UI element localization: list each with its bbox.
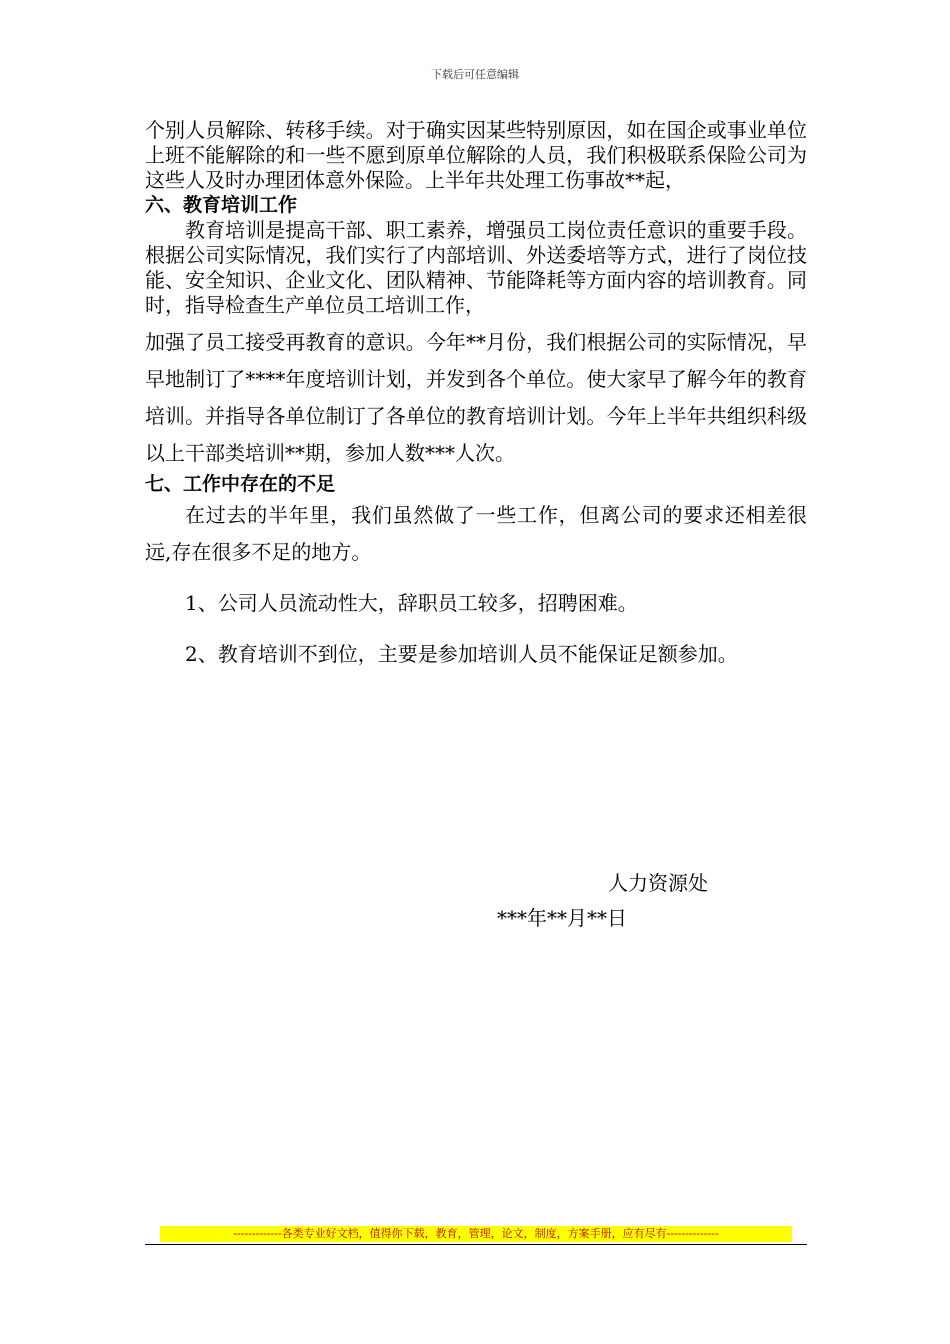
- signature-department: 人力资源处: [608, 871, 708, 895]
- section-heading-shortcomings: 七、工作中存在的不足: [145, 473, 336, 495]
- signature-date: ***年**月**日: [497, 906, 627, 930]
- paragraph-training-overview: 教育培训是提高干部、职工素养，增强员工岗位责任意识的重要手段。根据公司实际情况，我们实行了内部培训、外送委培等方式，进行了岗位技能、安全知识、企业文化、团队精神、节能降耗等方面内容的培训教育。同时，指导检查生产单位员工培训工作，: [145, 218, 807, 317]
- footer-promo-banner: -------------各类专业好文档，值得你下载，教育，管理，论文，制度，方案手册，应有尽有--------------: [160, 1226, 792, 1242]
- section-heading-training: 六、教育培训工作: [145, 194, 298, 216]
- header-note: 下载后可任意编辑: [431, 68, 519, 81]
- document-body: [145, 118, 807, 673]
- footer-divider: [145, 1244, 807, 1245]
- list-item-shortcoming-2: 2、教育培训不到位，主要是参加培训人员不能保证足额参加。: [185, 642, 738, 666]
- paragraph-shortcomings-intro: 在过去的半年里，我们虽然做了一些工作，但离公司的要求还相差很远,存在很多不足的地方。: [145, 503, 807, 564]
- paragraph-training-plan: 加强了员工接受再教育的意识。今年**月份，我们根据公司的实际情况，早早地制订了****年度培训计划，并发到各个单位。使大家早了解今年的教育培训。并指导各单位制订了各单位的教育培训计划。今年上半年共组织科级以上干部类培训**期，参加人数***人次。: [145, 330, 807, 465]
- list-item-shortcoming-1: 1、公司人员流动性大，辞职员工较多，招聘困难。: [185, 591, 638, 615]
- paragraph-injury-insurance: 个别人员解除、转移手续。对于确实因某些特别原因，如在国企或事业单位上班不能解除的和一些不愿到原单位解除的人员，我们积极联系保险公司为这些人及时办理团体意外保险。上半年共处理工伤事故**起，: [145, 118, 807, 192]
